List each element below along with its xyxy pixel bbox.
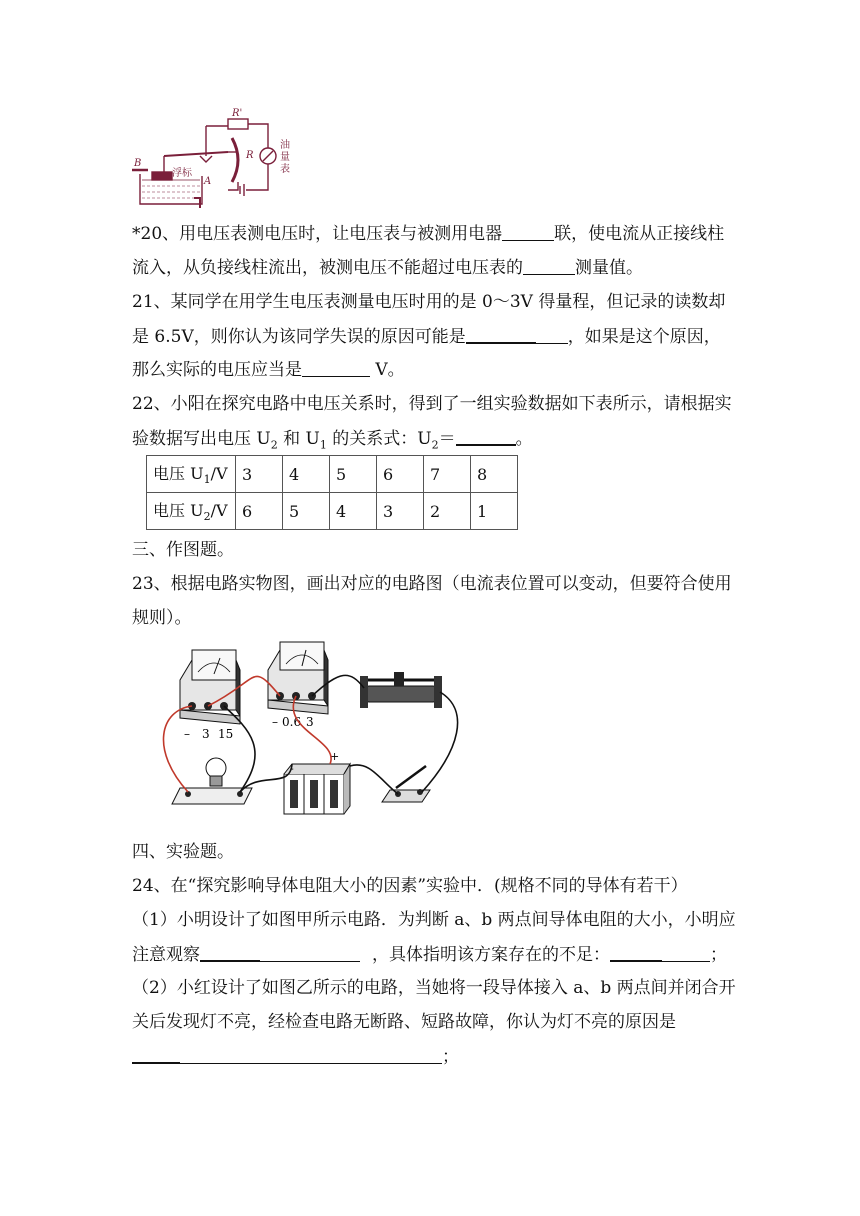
table-header-unit: /V	[210, 464, 228, 484]
section-3-heading: 三、作图题。	[132, 540, 234, 560]
table-header-text: 电压 U	[153, 464, 204, 484]
voltage-table	[146, 455, 518, 530]
table-cell: 2	[424, 493, 471, 530]
label-a: A	[204, 176, 212, 187]
table-row	[147, 493, 518, 530]
label-float: 浮标	[172, 168, 192, 179]
q24-text-d: ；	[442, 1047, 459, 1067]
label-meter-1: 油	[280, 140, 290, 151]
q24-line-6	[132, 1044, 459, 1069]
table-cell: 7	[424, 456, 471, 493]
q20-text-d: 测量值。	[575, 258, 643, 278]
q21-line-2	[132, 324, 721, 349]
q24-line-2: （1）小明设计了如图甲所示电路．为判断 a、b 两点间导体电阻的大小，小明应	[132, 910, 736, 930]
q22-sub-1: 1	[319, 438, 327, 452]
q22-blank[interactable]	[456, 426, 516, 446]
oil-gauge-figure	[128, 104, 308, 214]
label-r: R	[246, 150, 254, 161]
q21-line-3	[132, 358, 405, 382]
q22-line-2	[132, 426, 533, 457]
label-r-prime: R'	[232, 108, 243, 119]
q21-text-c: 那么实际的电压应当是	[132, 360, 302, 380]
q20-blank-2[interactable]	[523, 256, 575, 275]
table-header-text: 电压 U	[153, 501, 204, 521]
q24-blank-3b[interactable]	[180, 1045, 442, 1064]
table-cell: 4	[330, 493, 377, 530]
q21-line-1: 21、某同学在用学生电压表测量电压时用的是 0～3V 得量程，但记录的读数却	[132, 292, 726, 312]
q22-text-b: 和 U	[277, 429, 320, 449]
table-header-u2	[147, 493, 236, 530]
table-cell: 5	[330, 456, 377, 493]
q24-text-b: ，具体指明该方案存在的不足：	[372, 945, 610, 965]
circuit-figure	[140, 640, 580, 825]
q20-line-2	[132, 256, 643, 280]
battery-sign-neg: -	[290, 762, 294, 775]
q20-text-c: 流入，从负接线柱流出，被测电压不能超过电压表的	[132, 258, 523, 278]
table-cell: 3	[377, 493, 424, 530]
q24-line-5: 关后发现灯不亮，经检查电路无断路、短路故障，你认为灯不亮的原因是	[132, 1012, 676, 1032]
q24-blank-1b[interactable]	[260, 943, 360, 962]
q22-text-a: 验数据写出电压 U	[132, 429, 271, 449]
ammeter-icon	[268, 642, 328, 714]
battery-sign-pos: +	[330, 750, 340, 763]
bulb-icon	[172, 758, 252, 804]
q24-blank-1a[interactable]	[200, 942, 260, 962]
q24-line-3	[132, 942, 727, 967]
q20-line-1	[132, 222, 724, 246]
table-cell: 1	[471, 493, 518, 530]
q24-blank-2b[interactable]	[662, 943, 710, 962]
battery-icon	[284, 764, 350, 814]
q21-text-d: V。	[370, 360, 405, 380]
q21-blank-1b[interactable]	[536, 325, 568, 344]
table-row	[147, 456, 518, 493]
table-cell: 8	[471, 456, 518, 493]
voltmeter-terminal-3: 3	[202, 727, 210, 741]
q24-blank-3a[interactable]	[132, 1044, 180, 1064]
q24-blank-2a[interactable]	[610, 942, 662, 962]
rheostat-icon	[360, 672, 442, 708]
q24-text-a: 注意观察	[132, 945, 200, 965]
table-header-unit: /V	[210, 501, 228, 521]
q23-line-1: 23、根据电路实物图，画出对应的电路图（电流表位置可以变动，但要符合使用	[132, 574, 732, 594]
table-cell: 5	[283, 493, 330, 530]
ammeter-terminal-3: 3	[306, 715, 314, 729]
table-header-sub: 2	[203, 510, 211, 524]
table-cell: 4	[283, 456, 330, 493]
q20-blank-1[interactable]	[502, 222, 554, 241]
q22-sub-2b: 2	[431, 438, 439, 452]
ammeter-terminal-neg: –	[272, 715, 278, 729]
table-header-u1	[147, 456, 236, 493]
table-cell: 3	[236, 456, 283, 493]
q24-text-c: ；	[710, 945, 727, 965]
q22-line-1: 22、小阳在探究电路中电压关系时，得到了一组实验数据如下表所示，请根据实	[132, 394, 732, 414]
label-b: B	[134, 158, 142, 169]
table-header-sub: 1	[203, 473, 211, 487]
q22-text-c: 的关系式：U	[326, 429, 432, 449]
q21-text-b: ，如果是这个原因，	[567, 327, 721, 347]
q24-line-1: 24、在“探究影响导体电阻大小的因素”实验中．(规格不同的导体有若干）	[132, 876, 688, 896]
q22-text-d: ＝	[438, 429, 456, 449]
q20-text-a: *20、用电压表测电压时，让电压表与被测用电器	[132, 224, 503, 244]
section-4-heading: 四、实验题。	[132, 842, 234, 862]
q23-line-2: 规则）。	[132, 608, 192, 628]
voltmeter-terminal-15: 15	[218, 727, 234, 741]
q22-sub-2a: 2	[270, 438, 278, 452]
table-cell: 6	[236, 493, 283, 530]
q24-line-4: （2）小红设计了如图乙所示的电路，当她将一段导体接入 a、b 两点间并闭合开	[132, 978, 736, 998]
switch-icon	[382, 766, 430, 802]
q22-text-e: 。	[515, 429, 533, 449]
q20-text-b: 联，使电流从正接线柱	[554, 224, 725, 244]
label-meter-3: 表	[280, 164, 290, 175]
q21-text-a: 是 6.5V，则你认为该同学失误的原因可能是	[132, 327, 466, 347]
q21-blank-2[interactable]	[302, 358, 370, 377]
label-meter-2: 量	[280, 152, 290, 163]
q21-blank-1a[interactable]	[466, 324, 536, 344]
ammeter-terminal-06: 0.6	[282, 715, 302, 729]
table-cell: 6	[377, 456, 424, 493]
voltmeter-terminal-neg: –	[184, 727, 190, 741]
